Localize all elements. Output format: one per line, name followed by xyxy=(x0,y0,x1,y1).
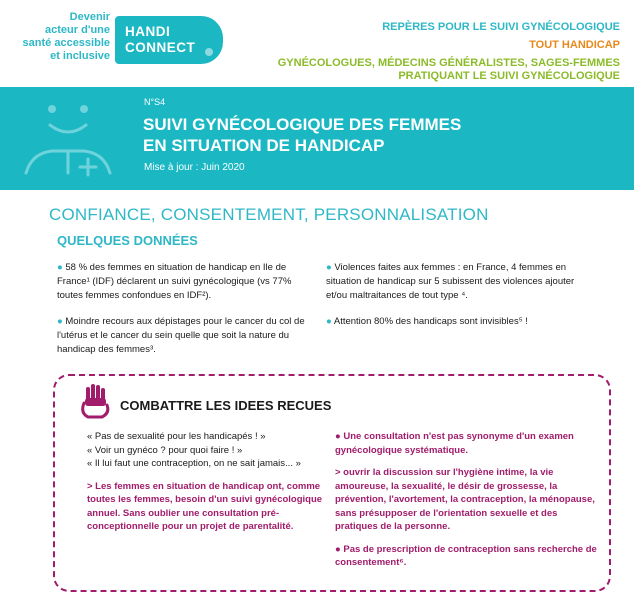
update-date: Mise à jour : Juin 2020 xyxy=(144,162,245,173)
data-column-right xyxy=(326,261,586,341)
data-item: ● 58 % des femmes en situation de handicap en Ile de France¹ (IDF) déclarent un suivi gynécologique (vs 77% toutes femmes confondues en IDF²). xyxy=(57,262,292,301)
page-title-line-1: SUIVI GYNÉCOLOGIQUE DES FEMMES xyxy=(143,115,462,134)
bullet-icon: ● xyxy=(335,431,344,442)
logo-dot-icon xyxy=(205,48,213,56)
data-item: ● Attention 80% des handicaps sont invisibles⁵ ! xyxy=(326,316,528,327)
data-item: ● Moindre recours aux dépistages pour le cancer du col de l'utérus et le cancer du sein quelle que soit la nature du handicap des femmes³. xyxy=(57,316,305,355)
data-column-left xyxy=(57,261,307,369)
page-title xyxy=(143,114,461,156)
sheet-number: N°S4 xyxy=(144,97,166,107)
section-title: CONFIANCE, CONSENTEMENT, PERSONNALISATION xyxy=(49,205,489,224)
logo-line-2: CONNECT xyxy=(125,40,196,55)
data-item: ● Violences faites aux femmes : en France, 4 femmes en situation de handicap sur 5 subissent des violences ajouter et/ou maltraitances de tout type ⁴. xyxy=(326,262,575,301)
tagline-line: Devenir xyxy=(69,11,110,23)
ideas-left xyxy=(87,430,327,534)
tagline-line: acteur d'une xyxy=(45,24,110,36)
left-answer: > Les femmes en situation de handicap ont, comme toutes les femmes, besoin d'un suivi gynécologique annuel. Sans oublier une consultation pré-conceptionnelle pour un projet de parentalité. xyxy=(87,480,323,532)
doctor-face-icon xyxy=(22,95,122,195)
handi-connect-logo xyxy=(115,16,223,64)
bullet-icon: ● xyxy=(57,316,66,327)
logo-line-1: HANDI xyxy=(125,24,171,39)
title-banner xyxy=(0,87,634,190)
raised-hand-icon xyxy=(80,383,112,421)
tagline-line: santé accessible xyxy=(22,37,110,49)
bullet-icon: ● xyxy=(326,316,334,327)
tagline xyxy=(10,11,110,63)
audience-block xyxy=(270,21,620,83)
bullet-icon: ● xyxy=(326,262,335,273)
quote-line: « Il lui faut une contraception, on ne sait jamais... » xyxy=(87,458,301,469)
bullet-icon: ● xyxy=(57,262,66,273)
tagline-line: et inclusive xyxy=(50,50,110,62)
right-point-1: ● Une consultation n'est pas synonyme d'un examen gynécologique systématique. xyxy=(335,431,574,456)
audience-line-3a: GYNÉCOLOGUES, MÉDECINS GÉNÉRALISTES, SAGES-FEMMES xyxy=(277,57,620,69)
quote-line: « Voir un gynéco ? pour quoi faire ! » xyxy=(87,444,243,456)
audience-line-3b: PRATIQUANT LE SUIVI GYNÉCOLOGIQUE xyxy=(398,70,620,82)
quote-line: « Pas de sexualité pour les handicapés ! » xyxy=(87,431,266,442)
page-title-line-2: EN SITUATION DE HANDICAP xyxy=(143,136,385,155)
audience-line-2: TOUT HANDICAP xyxy=(529,39,620,51)
quotes xyxy=(87,430,327,471)
ideas-right xyxy=(335,430,597,579)
data-heading: QUELQUES DONNÉES xyxy=(57,233,198,248)
right-point-2: > ouvrir la discussion sur l'hygiène intime, la vie amoureuse, la sexualité, le désir de grossesse, la prévention, l'avortement, la contraception, la ménopause, sans présupposer de l'orientation sexuelle et des pratiques de la personne. xyxy=(335,467,595,532)
right-point-3: ● Pas de prescription de contraception sans recherche de consentement⁶. xyxy=(335,543,597,568)
bullet-icon: ● xyxy=(335,543,344,555)
ideas-title: COMBATTRE LES IDEES RECUES xyxy=(120,398,332,413)
audience-line-1: REPÈRES POUR LE SUIVI GYNÉCOLOGIQUE xyxy=(382,21,620,33)
